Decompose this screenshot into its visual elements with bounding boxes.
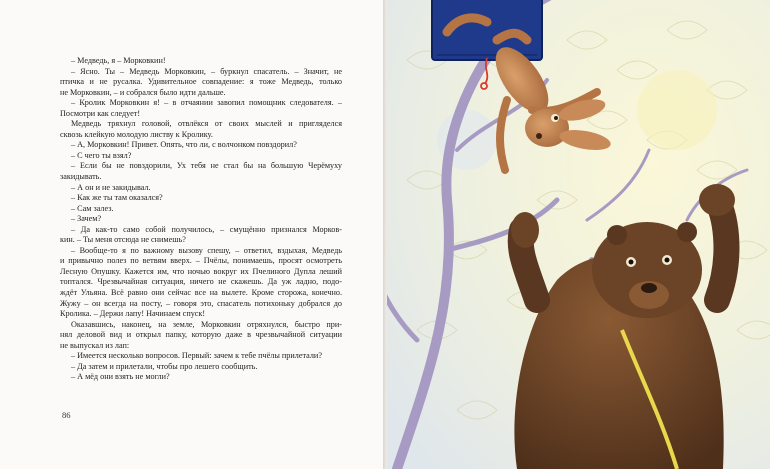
text-line: – Зачем? xyxy=(71,214,102,224)
text-line: – С чего ты взял? xyxy=(71,150,132,160)
text-line: – Как же ты там оказался? xyxy=(71,193,163,203)
rabbit-and-bear-illustration xyxy=(387,0,770,469)
text-line: Медведь тряхнул головой, отвлёкся от своих мыслей и пригляделся xyxy=(71,119,342,129)
text-line: – Кролик Морковкин я! – в отчаянии завопил помощник следователя. – xyxy=(71,98,342,108)
text-line: – Медведь, я – Морковкин! xyxy=(71,56,166,65)
text-line: Посмотри как следует! xyxy=(60,108,141,118)
text-line: – А, Морковкин! Привет. Опять, что ли, с волчонком повздорил? xyxy=(71,140,297,150)
left-page xyxy=(0,0,383,469)
text-line: сквозь клейкую молодую листву к Кролику. xyxy=(60,129,213,139)
illustration-page xyxy=(387,0,770,469)
text-line: – Сам залез. xyxy=(71,203,114,213)
text-line: Оказавшись, наконец, на земле, Морковкин отряхнулся, быстро при- xyxy=(71,319,342,329)
text-line: не Морковкин, – и собрался было идти дальше. xyxy=(60,87,226,97)
text-line: – А он и не закидывал. xyxy=(71,182,151,192)
text-line: и привычно полез по ветвям вверх. – Пчёлы, понимаешь, просят осмотреть xyxy=(60,256,342,266)
text-line: Кролика. – Держи лапу! Начинаем спуск! xyxy=(60,309,206,319)
text-line: – Вообще-то я по важному вызову спешу, – ответил, вздыхая, Медведь xyxy=(71,245,342,255)
text-line: не выпускал из лап: xyxy=(60,340,130,350)
text-line: – Да затем и прилетали, чтобы про лешего сообщить. xyxy=(71,361,258,371)
text-line: птичка и не русалка. Удивительное совпадение: я тоже Медведь, только xyxy=(60,77,342,87)
text-line: Лесную Опушку. Кажется им, что ночью вокруг их Пчелиного Дупла леший xyxy=(60,266,342,276)
page-number: 86 xyxy=(62,410,71,420)
text-line: – Да как-то само собой получилось, – смущённо признался Морков- xyxy=(71,224,342,234)
text-line: – Ясно. Ты – Медведь Морковкин, – буркнул спасатель. – Значит, не xyxy=(71,66,342,76)
text-line: Жужу – он всегда на посту, – говоря это, спасатель потихоньку добрался до xyxy=(60,298,342,308)
text-line: – Если бы не повздорили, Ух тебя не стал бы на большую Черёмуху xyxy=(71,161,342,171)
text-line: ждёт Ульяна. Всё равно они сейчас все на вылете. Кроме сторожа, конечно. xyxy=(60,288,342,298)
text-line: кин. – Ты меня отсюда не снимешь? xyxy=(60,235,186,245)
text-block xyxy=(60,56,342,383)
text-line: нял деловой вид и открыл папку, которую даже в чрезвычайной ситуации xyxy=(60,330,342,340)
text-line: – А мёд они взять не могли? xyxy=(71,372,170,382)
text-line: закидывать. xyxy=(60,172,102,182)
text-line: – Имеется несколько вопросов. Первый: зачем к тебе пчёлы прилетали? xyxy=(71,351,322,361)
text-line: топтался. Чрезвычайная ситуация, ничего не скажешь. Да уж ладно, подо- xyxy=(60,277,342,287)
